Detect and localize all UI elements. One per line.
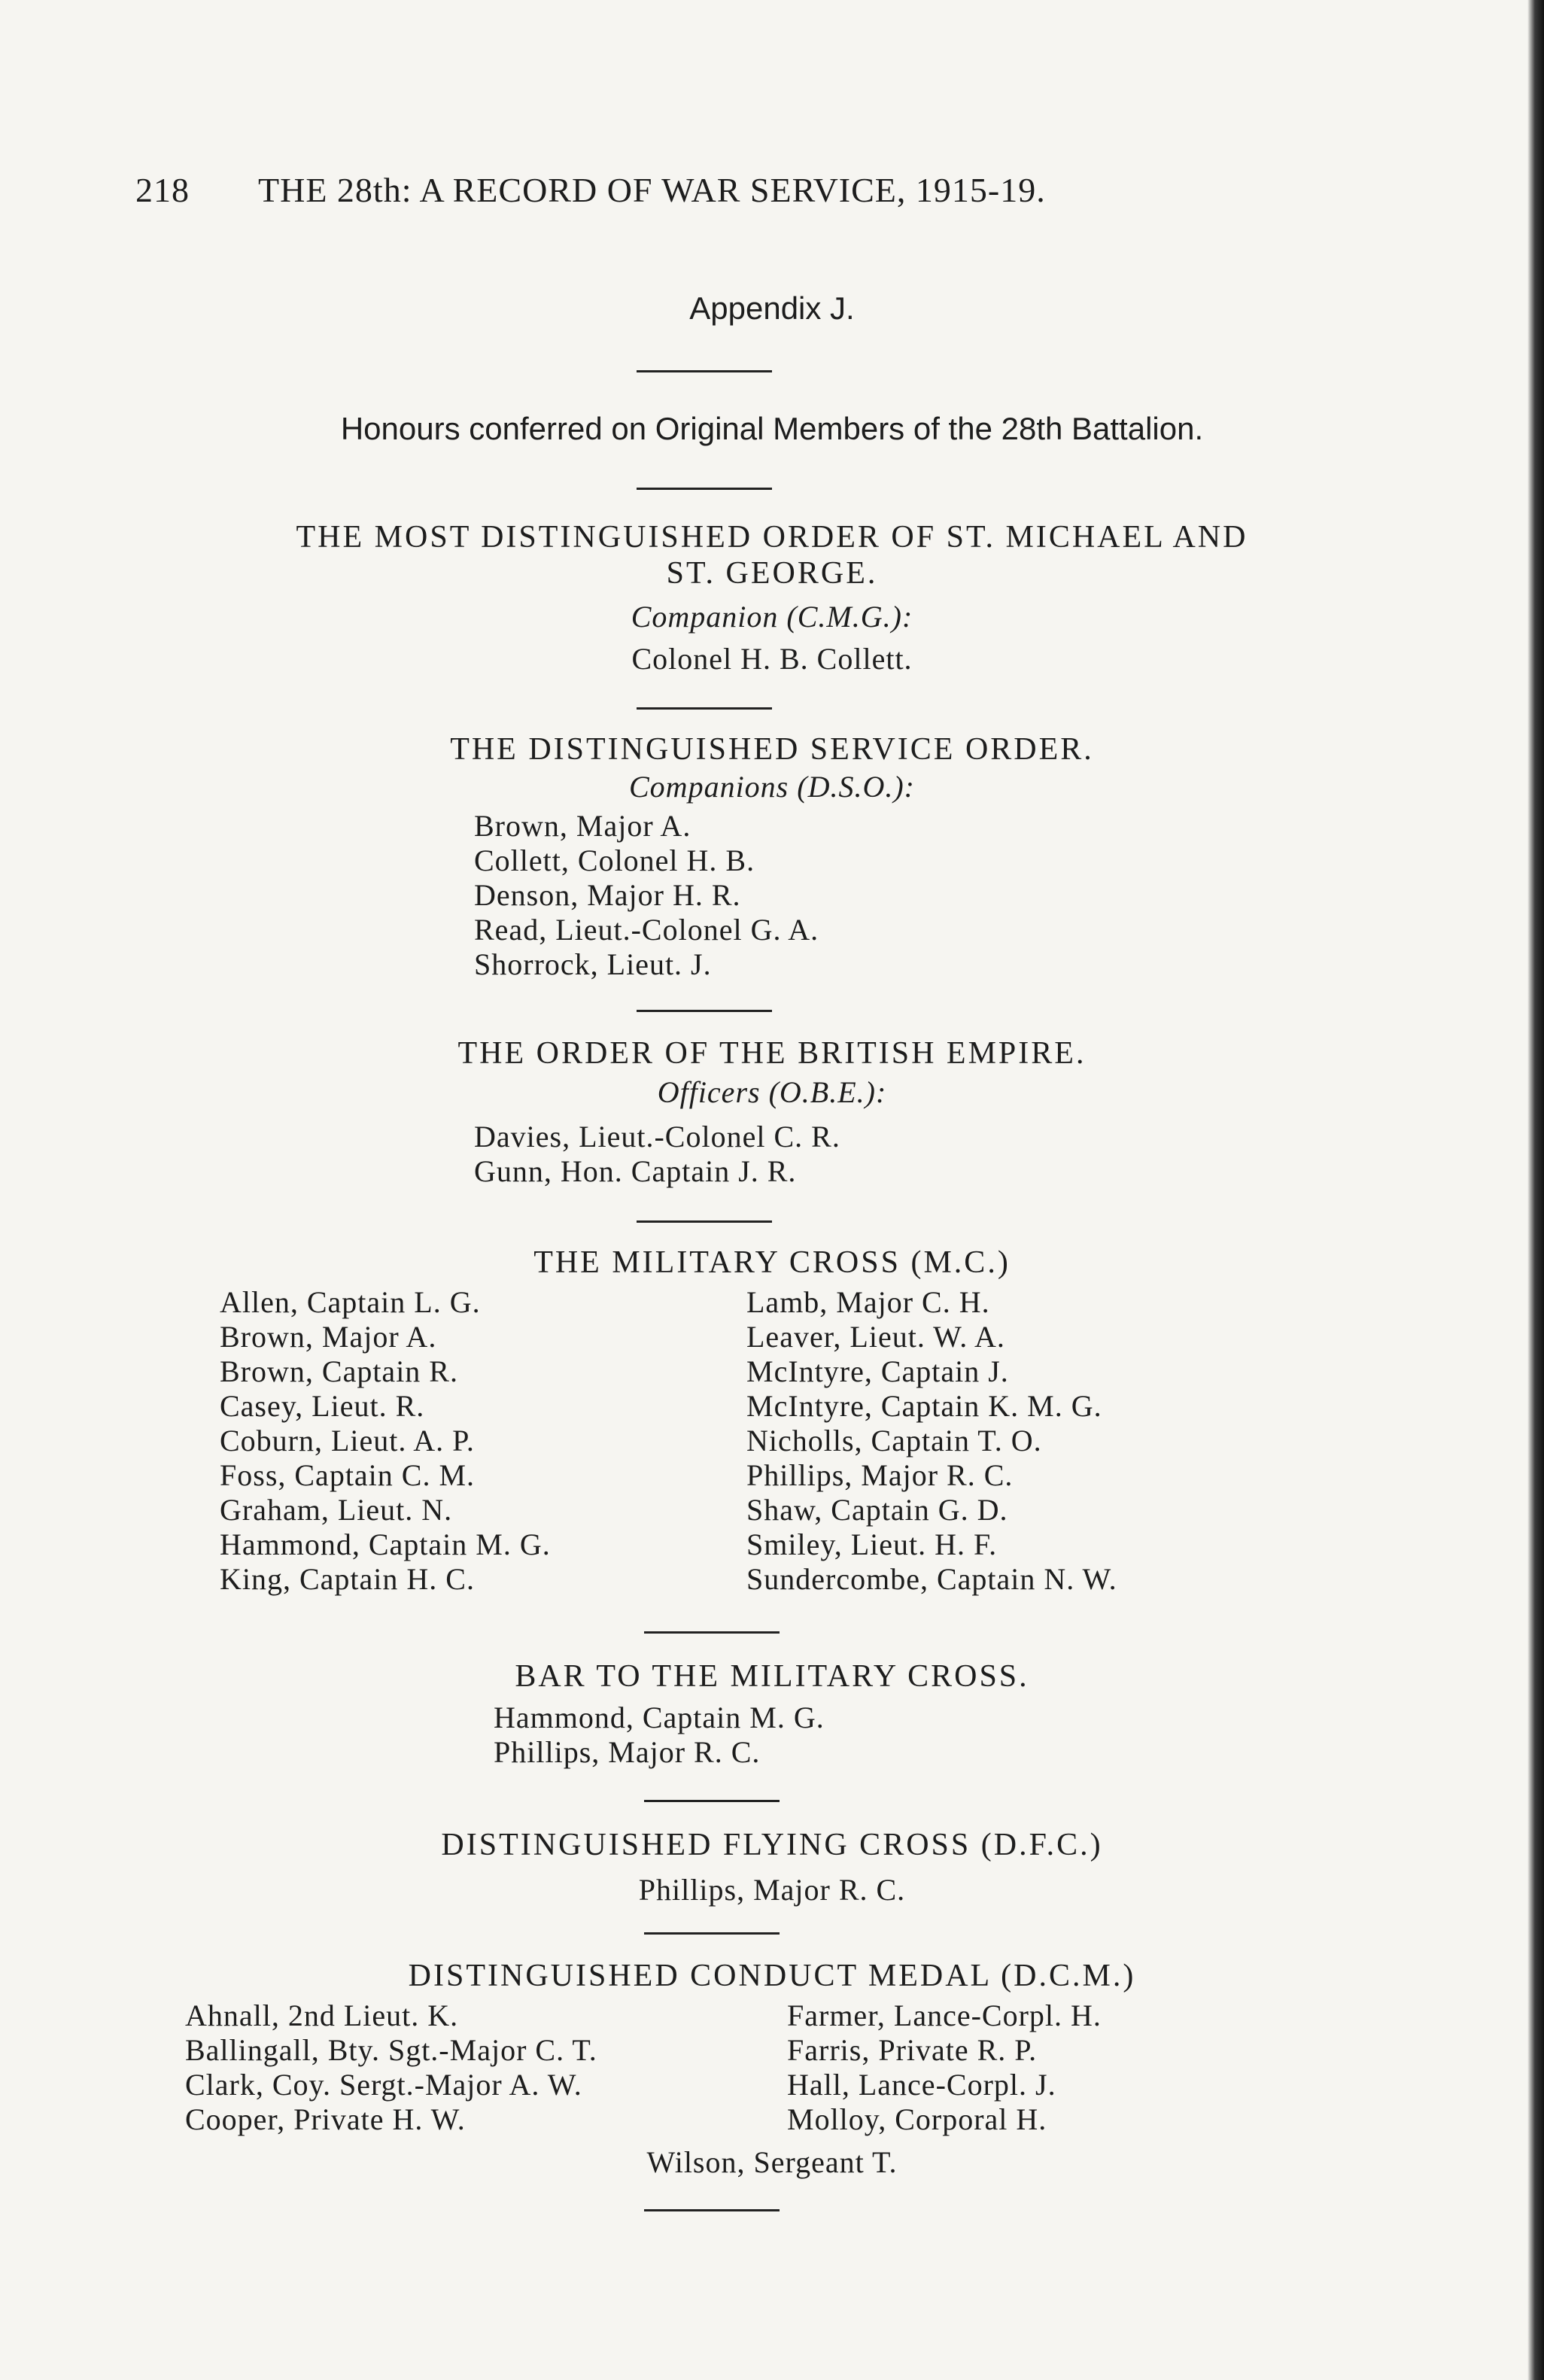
obe-subheading: Officers (O.B.E.):	[657, 1075, 887, 1109]
divider	[637, 707, 772, 710]
mc-name-list-left	[220, 1285, 551, 1597]
list-item: Brown, Captain R.	[220, 1354, 458, 1388]
list-item: Hall, Lance-Corpl. J.	[787, 2068, 1056, 2102]
divider	[644, 1800, 780, 1802]
dcm-name-list-left	[185, 1999, 597, 2137]
list-item: Davies, Lieut.-Colonel C. R.	[474, 1120, 840, 1154]
list-item: Foss, Captain C. M.	[220, 1458, 476, 1492]
running-title: THE 28th: A RECORD OF WAR SERVICE, 1915-19.	[258, 171, 1046, 209]
list-item: Ballingall, Bty. Sgt.-Major C. T.	[185, 2033, 597, 2067]
list-item: Leaver, Lieut. W. A.	[746, 1320, 1005, 1354]
bar-mc-name-list	[494, 1701, 825, 1770]
cmg-name: Colonel H. B. Collett.	[631, 642, 913, 676]
list-item: McIntyre, Captain K. M. G.	[746, 1389, 1102, 1423]
dcm-heading: DISTINGUISHED CONDUCT MEDAL (D.C.M.)	[408, 1959, 1136, 1993]
obe-name-list	[474, 1120, 840, 1189]
dso-heading: THE DISTINGUISHED SERVICE ORDER.	[450, 732, 1094, 767]
list-item: Casey, Lieut. R.	[220, 1389, 425, 1423]
list-item: Coburn, Lieut. A. P.	[220, 1424, 475, 1457]
list-item: Farris, Private R. P.	[787, 2033, 1038, 2067]
cmg-subheading: Companion (C.M.G.):	[631, 600, 913, 634]
divider	[637, 370, 772, 372]
divider	[637, 1010, 772, 1012]
list-item: Brown, Major A.	[220, 1320, 437, 1354]
mc-name-list-right	[746, 1285, 1117, 1597]
dcm-name-last: Wilson, Sergeant T.	[646, 2145, 898, 2179]
list-item: Graham, Lieut. N.	[220, 1493, 453, 1527]
list-item: Molloy, Corporal H.	[787, 2102, 1047, 2136]
list-item: Nicholls, Captain T. O.	[746, 1424, 1042, 1457]
list-item: Phillips, Major R. C.	[494, 1735, 761, 1769]
divider	[644, 1932, 780, 1935]
page-edge	[1527, 0, 1544, 2380]
page-subtitle: Honours conferred on Original Members of the 28th Battalion.	[340, 411, 1204, 446]
list-item: Read, Lieut.-Colonel G. A.	[474, 913, 819, 947]
list-item: Sundercombe, Captain N. W.	[746, 1562, 1117, 1596]
list-item: Smiley, Lieut. H. F.	[746, 1527, 998, 1561]
list-item: Denson, Major H. R.	[474, 878, 741, 912]
list-item: Farmer, Lance-Corpl. H.	[787, 1999, 1102, 2032]
list-item: Hammond, Captain M. G.	[494, 1701, 825, 1734]
appendix-title: Appendix J.	[689, 290, 855, 326]
divider	[644, 2209, 780, 2211]
cmg-heading-line2: ST. GEORGE.	[666, 556, 878, 591]
divider	[644, 1631, 780, 1634]
list-item: Shorrock, Lieut. J.	[474, 947, 712, 981]
list-item: Collett, Colonel H. B.	[474, 843, 755, 877]
dcm-name-list-right	[787, 1999, 1102, 2137]
list-item: Shaw, Captain G. D.	[746, 1493, 1008, 1527]
cmg-heading-line1: THE MOST DISTINGUISHED ORDER OF ST. MICHAEL AND	[296, 520, 1248, 555]
list-item: Lamb, Major C. H.	[746, 1285, 990, 1319]
page-number: 218	[135, 171, 190, 209]
bar-mc-heading: BAR TO THE MILITARY CROSS.	[515, 1659, 1029, 1694]
mc-heading: THE MILITARY CROSS (M.C.)	[533, 1245, 1011, 1280]
list-item: Ahnall, 2nd Lieut. K.	[185, 1999, 459, 2032]
dso-name-list	[474, 809, 819, 982]
list-item: Gunn, Hon. Captain J. R.	[474, 1154, 797, 1188]
list-item: Phillips, Major R. C.	[746, 1458, 1014, 1492]
list-item: Allen, Captain L. G.	[220, 1285, 481, 1319]
divider	[637, 1220, 772, 1223]
dfc-name: Phillips, Major R. C.	[638, 1873, 906, 1907]
list-item: Cooper, Private H. W.	[185, 2102, 466, 2136]
list-item: Hammond, Captain M. G.	[220, 1527, 551, 1561]
list-item: McIntyre, Captain J.	[746, 1354, 1009, 1388]
list-item: Brown, Major A.	[474, 809, 691, 843]
running-head	[135, 170, 1339, 223]
dso-subheading: Companions (D.S.O.):	[629, 770, 915, 804]
obe-heading: THE ORDER OF THE BRITISH EMPIRE.	[457, 1036, 1087, 1071]
list-item: Clark, Coy. Sergt.-Major A. W.	[185, 2068, 582, 2102]
list-item: King, Captain H. C.	[220, 1562, 475, 1596]
dfc-heading: DISTINGUISHED FLYING CROSS (D.F.C.)	[441, 1828, 1103, 1862]
divider	[637, 488, 772, 490]
